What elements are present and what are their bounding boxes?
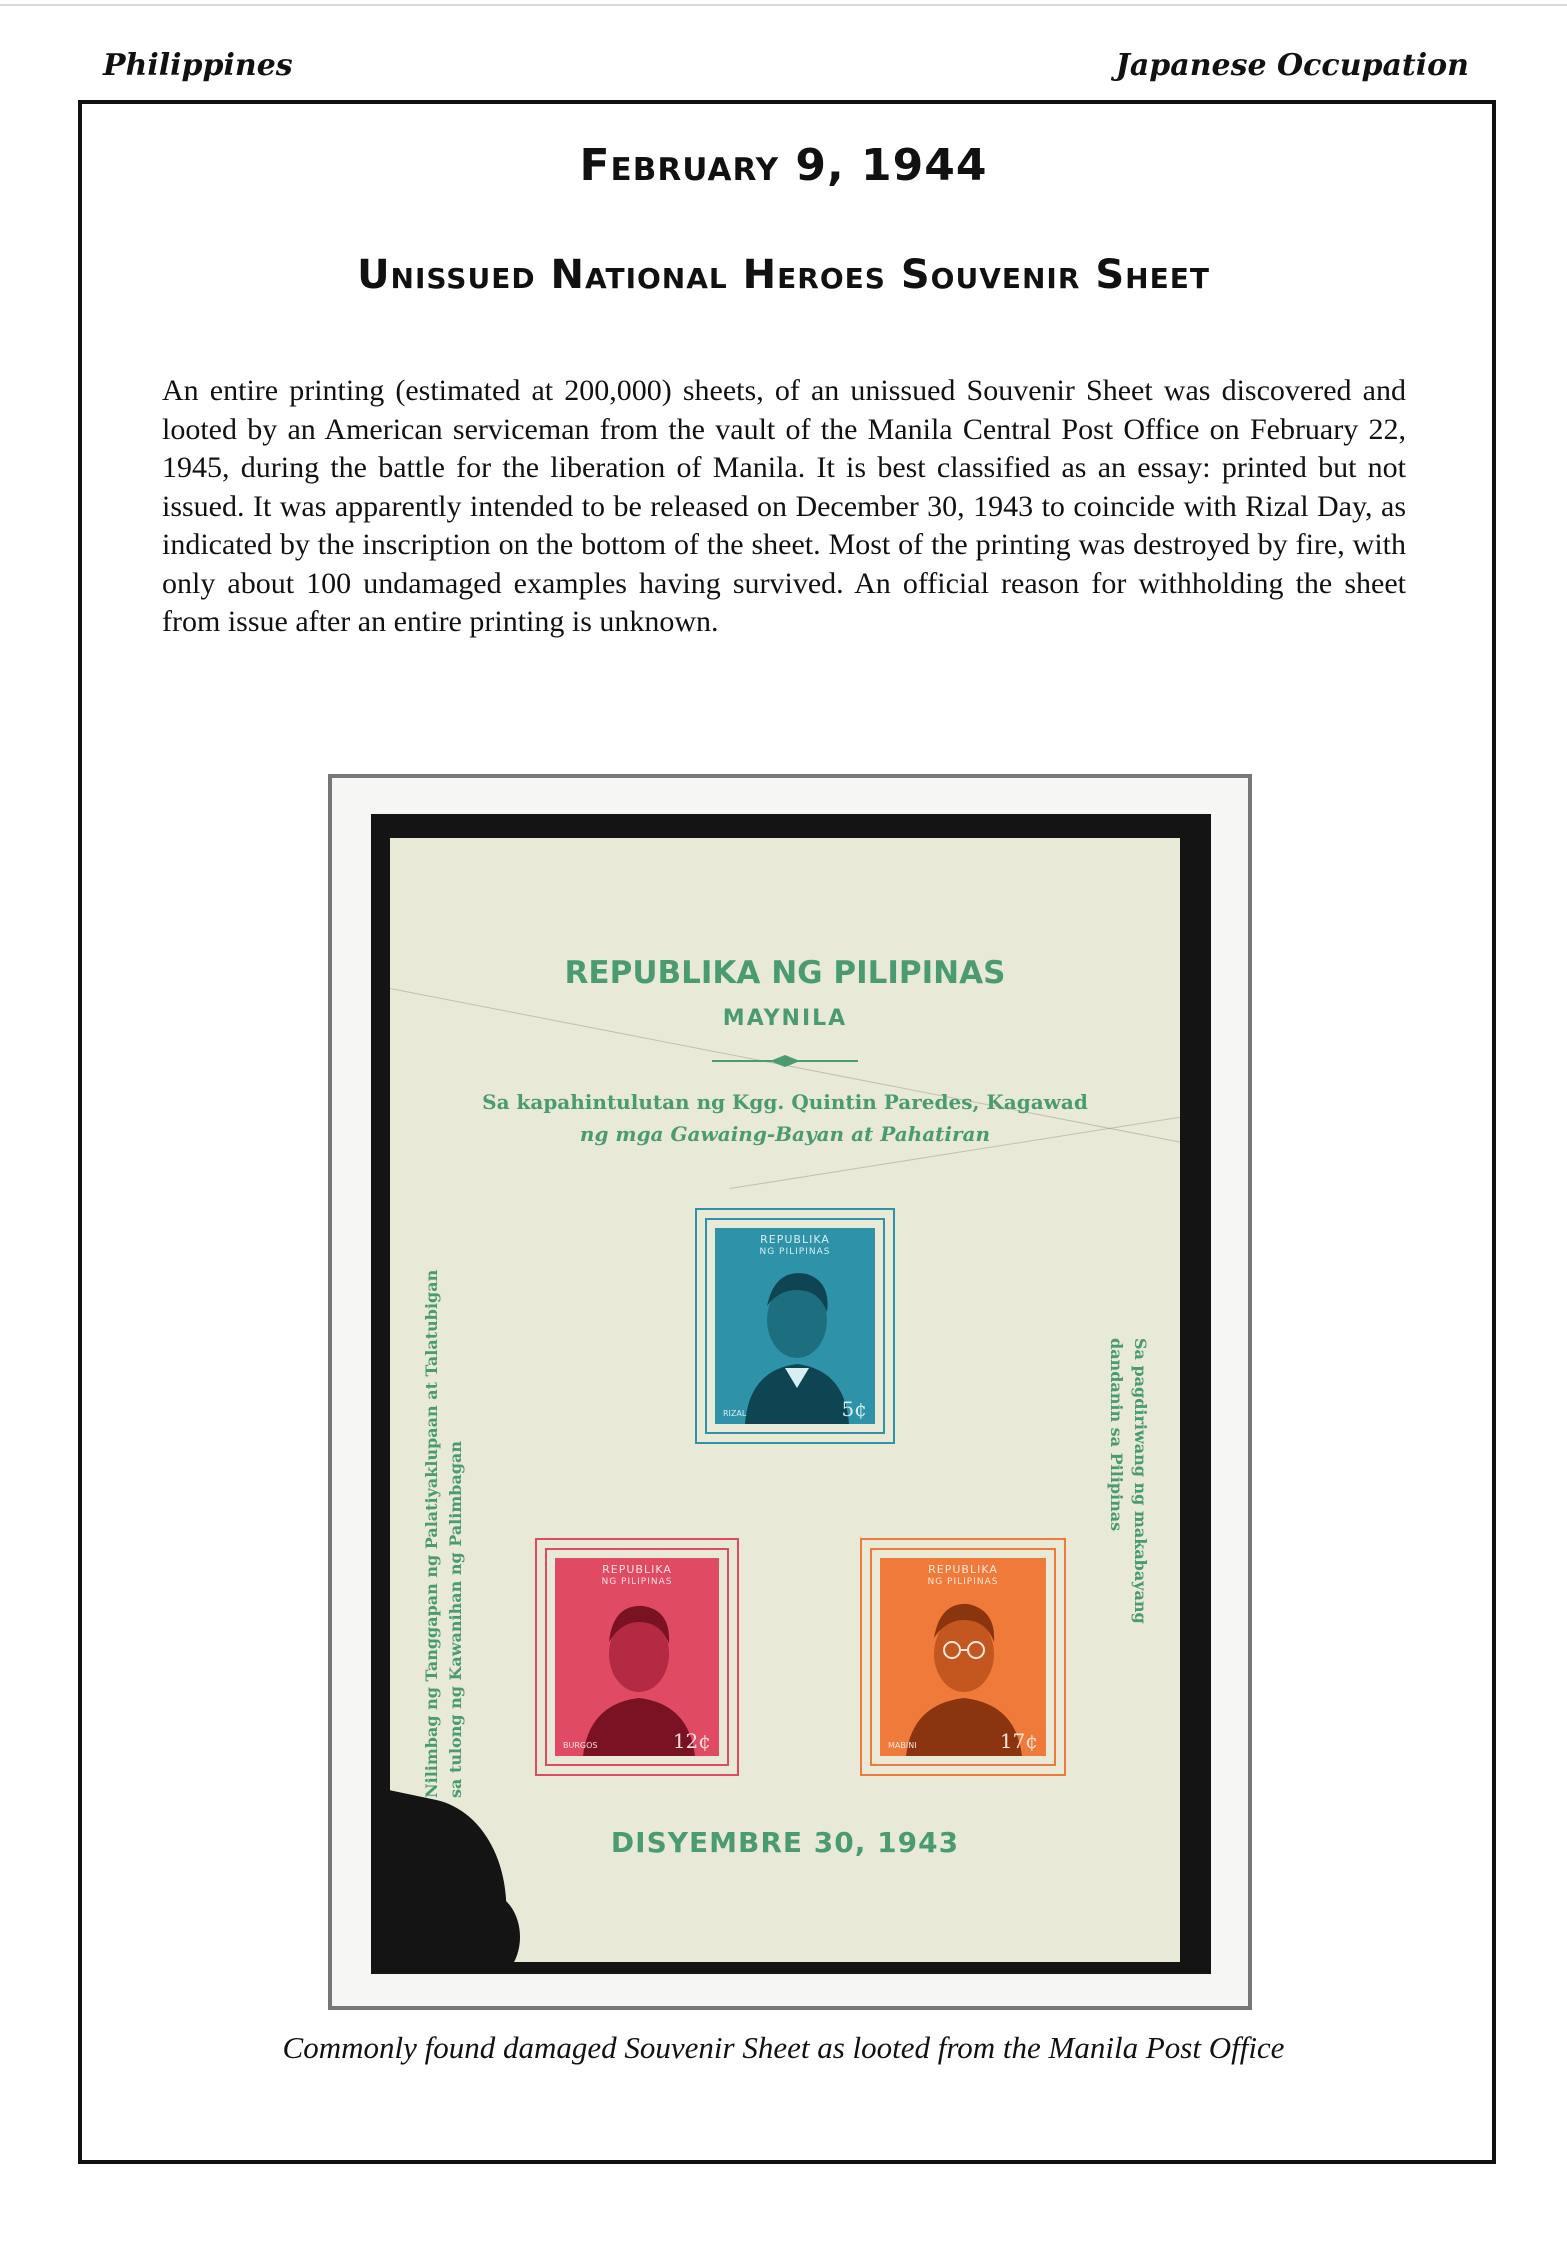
right-margin-line1: Sa pagdiriwang ng makabayang bbox=[1131, 1338, 1150, 1624]
stamp-burgos-header-line1: REPUBLIKA bbox=[602, 1563, 672, 1576]
sheet-title: REPUBLIKA NG PILIPINAS bbox=[564, 955, 1006, 991]
stamp-burgos bbox=[535, 1538, 739, 1776]
stamp-burgos-value: 12¢ bbox=[672, 1729, 711, 1753]
stamp-mabini-value: 17¢ bbox=[999, 1729, 1038, 1753]
stamp-mabini-image bbox=[880, 1558, 1046, 1756]
top-rule bbox=[0, 4, 1567, 6]
portrait-icon bbox=[880, 1558, 1046, 1756]
stamp-mabini-header-line1: REPUBLIKA bbox=[928, 1563, 998, 1576]
portrait-icon bbox=[555, 1558, 719, 1756]
sheet-left-margin-text bbox=[420, 1178, 468, 1798]
sheet-date: DISYEMBRE 30, 1943 bbox=[610, 1826, 960, 1859]
stamp-rizal-header-line1: REPUBLIKA bbox=[760, 1233, 830, 1246]
stamp-burgos-header-line2: NG PILIPINAS bbox=[601, 1577, 673, 1587]
sheet-right-margin-text bbox=[1104, 1338, 1152, 1658]
stamp-rizal-image bbox=[715, 1228, 875, 1424]
stamp-burgos-name: BURGOS bbox=[563, 1741, 598, 1750]
left-margin-line1: Nilimbag ng Tanggapan ng Palatiyaklupaan at Talatubigan bbox=[422, 1269, 441, 1798]
header-country: Philippines bbox=[103, 48, 293, 83]
left-margin-line2: sa tulong ng Kawanihan ng Palimbagan bbox=[446, 1440, 465, 1798]
description-paragraph: An entire printing (estimated at 200,000) sheets, of an unissued Souvenir Sheet was discovered and looted by an American serviceman from the vault of the Manila Central Post Office on February 22, 1945, during the battle for the liberation of Manila. It is best classified as an essay: printed but not issued. It was apparently intended to be released on December 30, 1943 to coincide with Rizal Day, as indicated by the inscription on the bottom of the sheet. Most of the printing was destroyed by fire, with only about 100 undamaged examples having survived. An official reason for withholding the sheet from issue after an entire printing is unknown. bbox=[162, 374, 1406, 638]
sheet-dedication-line2: ng mga Gawaing-Bayan at Pahatiran bbox=[579, 1122, 991, 1146]
stamp-mabini-name: MABINI bbox=[888, 1741, 917, 1750]
header-period: Japanese Occupation bbox=[1115, 48, 1469, 83]
right-margin-line2: dandanin sa Pilipinas bbox=[1107, 1338, 1126, 1532]
stamp-rizal bbox=[695, 1208, 895, 1444]
page-title: Unissued National Heroes Souvenir Sheet bbox=[357, 252, 1210, 298]
stamp-mabini bbox=[860, 1538, 1066, 1776]
stamp-mabini-header-line2: NG PILIPINAS bbox=[927, 1577, 999, 1587]
stamp-rizal-name: RIZAL bbox=[723, 1409, 747, 1418]
stamp-rizal-header-line2: NG PILIPINAS bbox=[759, 1247, 831, 1257]
page-date-title: February 9, 1944 bbox=[579, 140, 988, 191]
sheet-subtitle: MAYNILA bbox=[722, 1006, 848, 1031]
portrait-icon bbox=[715, 1228, 875, 1424]
souvenir-sheet bbox=[390, 838, 1180, 1962]
stamp-burgos-image bbox=[555, 1558, 719, 1756]
ornament-divider-icon bbox=[712, 1054, 858, 1068]
stamp-rizal-value: 5¢ bbox=[841, 1397, 867, 1421]
image-caption: Commonly found damaged Souvenir Sheet as looted from the Manila Post Office bbox=[282, 2030, 1285, 2065]
sheet-dedication-line1: Sa kapahintulutan ng Kgg. Quintin Paredes, Kagawad bbox=[482, 1090, 1088, 1114]
